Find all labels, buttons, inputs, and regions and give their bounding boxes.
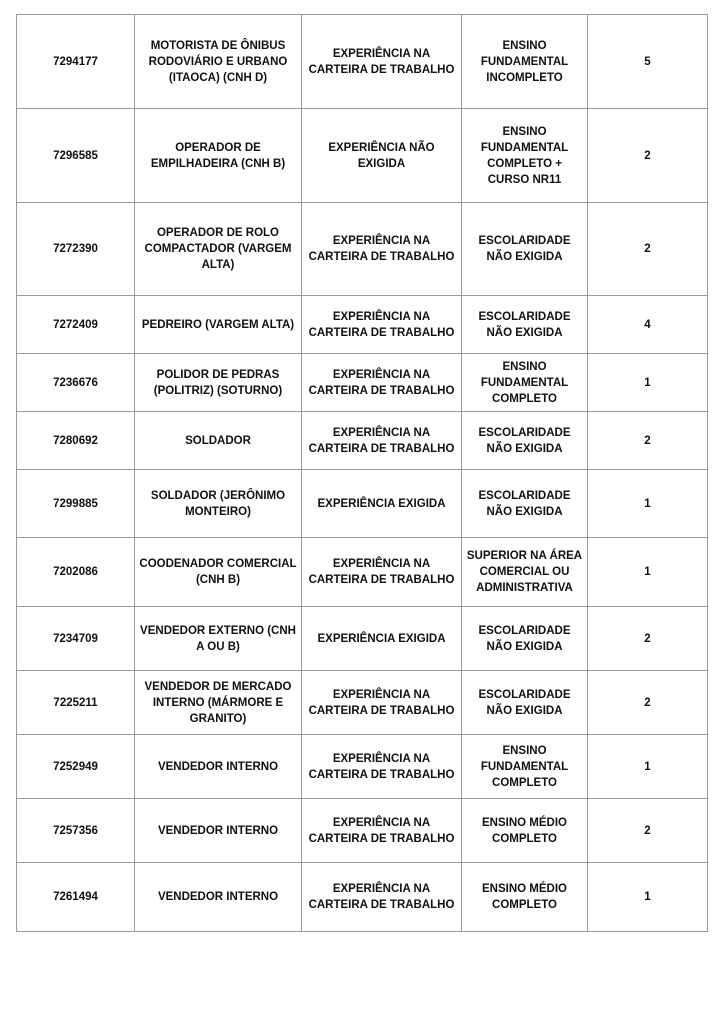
job-vacancies: 2 (588, 607, 708, 671)
job-education: ESCOLARIDADE NÃO EXIGIDA (462, 203, 588, 296)
job-title: VENDEDOR INTERNO (135, 799, 302, 863)
job-code: 7294177 (17, 15, 135, 109)
job-vacancies: 2 (588, 109, 708, 203)
job-code: 7236676 (17, 354, 135, 412)
table-row (17, 799, 708, 863)
job-education: SUPERIOR NA ÁREA COMERCIAL OU ADMINISTRATIVA (462, 538, 588, 607)
job-code: 7257356 (17, 799, 135, 863)
job-code: 7272390 (17, 203, 135, 296)
job-title: SOLDADOR (JERÔNIMO MONTEIRO) (135, 470, 302, 538)
job-education: ESCOLARIDADE NÃO EXIGIDA (462, 412, 588, 470)
job-title: MOTORISTA DE ÔNIBUS RODOVIÁRIO E URBANO (ITAOCA) (CNH D) (135, 15, 302, 109)
job-experience: EXPERIÊNCIA NA CARTEIRA DE TRABALHO (302, 538, 462, 607)
job-experience: EXPERIÊNCIA NA CARTEIRA DE TRABALHO (302, 354, 462, 412)
job-vacancies: 1 (588, 735, 708, 799)
job-code: 7272409 (17, 296, 135, 354)
job-title: OPERADOR DE EMPILHADEIRA (CNH B) (135, 109, 302, 203)
job-vacancies: 2 (588, 203, 708, 296)
job-vacancies: 1 (588, 354, 708, 412)
job-vacancies: 4 (588, 296, 708, 354)
job-title: OPERADOR DE ROLO COMPACTADOR (VARGEM ALTA) (135, 203, 302, 296)
table-row (17, 354, 708, 412)
job-listing-sheet (16, 14, 707, 932)
table-row (17, 296, 708, 354)
job-experience: EXPERIÊNCIA NA CARTEIRA DE TRABALHO (302, 735, 462, 799)
job-education: ENSINO FUNDAMENTAL COMPLETO + CURSO NR11 (462, 109, 588, 203)
job-education: ENSINO FUNDAMENTAL COMPLETO (462, 354, 588, 412)
table-row (17, 863, 708, 932)
table-row (17, 735, 708, 799)
table-row (17, 671, 708, 735)
table-row (17, 607, 708, 671)
job-vacancies: 1 (588, 538, 708, 607)
job-experience: EXPERIÊNCIA NA CARTEIRA DE TRABALHO (302, 296, 462, 354)
job-vacancies: 5 (588, 15, 708, 109)
job-experience: EXPERIÊNCIA EXIGIDA (302, 470, 462, 538)
job-title: VENDEDOR DE MERCADO INTERNO (MÁRMORE E GRANITO) (135, 671, 302, 735)
job-education: ENSINO MÉDIO COMPLETO (462, 863, 588, 932)
table-row (17, 538, 708, 607)
table-row (17, 203, 708, 296)
job-vacancies: 1 (588, 863, 708, 932)
job-education: ESCOLARIDADE NÃO EXIGIDA (462, 296, 588, 354)
job-experience: EXPERIÊNCIA NA CARTEIRA DE TRABALHO (302, 412, 462, 470)
job-title: COODENADOR COMERCIAL (CNH B) (135, 538, 302, 607)
table-row (17, 412, 708, 470)
job-title: POLIDOR DE PEDRAS (POLITRIZ) (SOTURNO) (135, 354, 302, 412)
job-code: 7296585 (17, 109, 135, 203)
job-title: PEDREIRO (VARGEM ALTA) (135, 296, 302, 354)
job-education: ESCOLARIDADE NÃO EXIGIDA (462, 470, 588, 538)
job-code: 7234709 (17, 607, 135, 671)
table-row (17, 470, 708, 538)
job-education: ENSINO FUNDAMENTAL COMPLETO (462, 735, 588, 799)
job-experience: EXPERIÊNCIA NA CARTEIRA DE TRABALHO (302, 203, 462, 296)
job-experience: EXPERIÊNCIA NA CARTEIRA DE TRABALHO (302, 863, 462, 932)
job-title: VENDEDOR INTERNO (135, 863, 302, 932)
job-vacancies: 1 (588, 470, 708, 538)
job-vacancies: 2 (588, 799, 708, 863)
job-title: SOLDADOR (135, 412, 302, 470)
job-code: 7299885 (17, 470, 135, 538)
job-vacancies: 2 (588, 671, 708, 735)
job-experience: EXPERIÊNCIA NA CARTEIRA DE TRABALHO (302, 671, 462, 735)
job-education: ENSINO MÉDIO COMPLETO (462, 799, 588, 863)
job-vacancies: 2 (588, 412, 708, 470)
table-row (17, 109, 708, 203)
job-experience: EXPERIÊNCIA EXIGIDA (302, 607, 462, 671)
job-code: 7261494 (17, 863, 135, 932)
job-experience: EXPERIÊNCIA NA CARTEIRA DE TRABALHO (302, 15, 462, 109)
job-vacancy-table (16, 14, 708, 932)
job-title: VENDEDOR EXTERNO (CNH A OU B) (135, 607, 302, 671)
job-education: ENSINO FUNDAMENTAL INCOMPLETO (462, 15, 588, 109)
table-row (17, 15, 708, 109)
job-education: ESCOLARIDADE NÃO EXIGIDA (462, 671, 588, 735)
job-code: 7202086 (17, 538, 135, 607)
job-code: 7252949 (17, 735, 135, 799)
job-education: ESCOLARIDADE NÃO EXIGIDA (462, 607, 588, 671)
job-experience: EXPERIÊNCIA NA CARTEIRA DE TRABALHO (302, 799, 462, 863)
job-code: 7225211 (17, 671, 135, 735)
job-code: 7280692 (17, 412, 135, 470)
job-title: VENDEDOR INTERNO (135, 735, 302, 799)
job-experience: EXPERIÊNCIA NÃO EXIGIDA (302, 109, 462, 203)
